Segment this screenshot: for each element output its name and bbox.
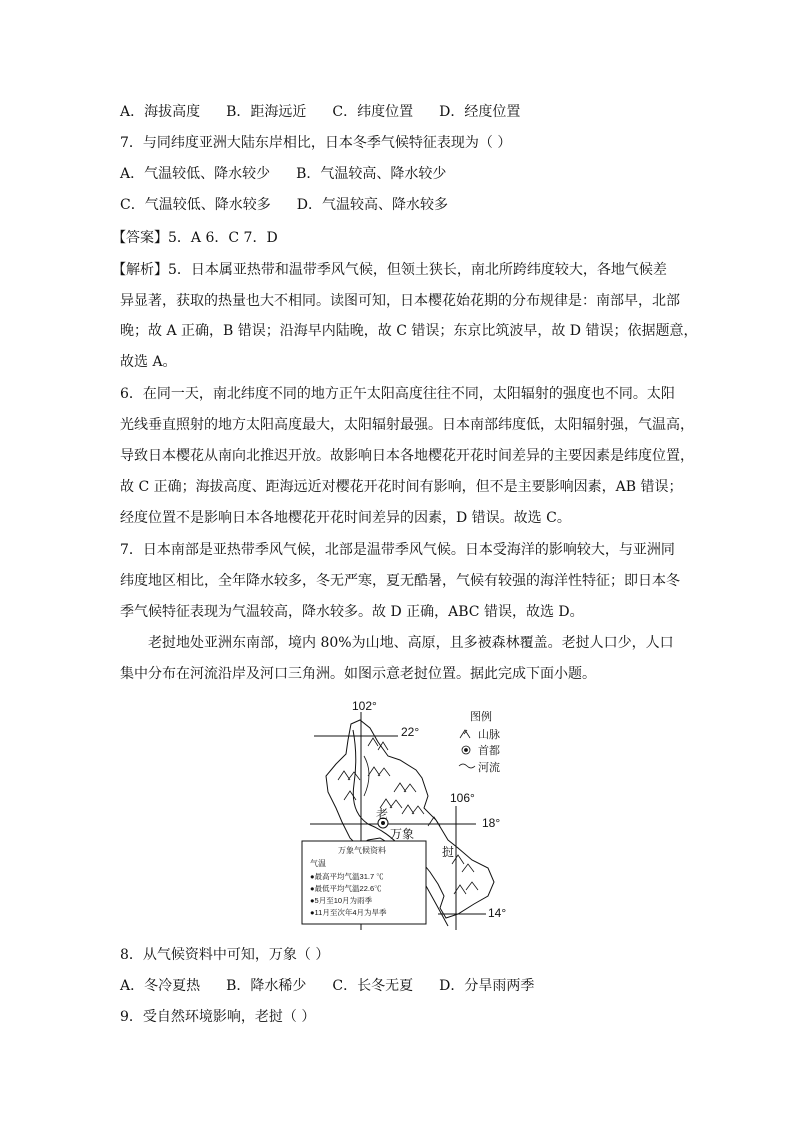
mountain-symbol — [368, 767, 390, 776]
legend-symbols — [459, 730, 475, 768]
analysis-line: 故 C 正确；海拔高度、距海远近对樱花开花时间有影响，但不是主要影响因素，AB 错误； — [120, 479, 683, 495]
q7-stem: 7．与同纬度亚洲大陆东岸相比，日本冬季气候特征表现为（ ） — [120, 135, 512, 151]
analysis-line: 【解析】5．日本属亚热带和温带季风气候，但领土狭长，南北所跨纬度较大，各地气候差 — [112, 262, 667, 278]
q6-option-a: A．海拔高度 — [120, 104, 201, 120]
climate-box-title: 万象气候资料 — [338, 846, 386, 855]
q7-option-d: D．气温较高、降水较多 — [296, 197, 448, 213]
label-lat-22: 22° — [401, 725, 420, 739]
mountain-symbol — [452, 855, 474, 872]
mountain-symbol — [368, 738, 388, 750]
q9-stem: 9．受自然环境影响，老挝（ ） — [120, 1009, 316, 1025]
label-lat-14: 14° — [488, 906, 507, 920]
legend-mountain-icon — [460, 730, 470, 738]
analysis-line: 光线垂直照射的地方太阳高度最大，太阳辐射最强。日本南部纬度低，太阳辐射强，气温高， — [120, 417, 694, 433]
analysis-line: 纬度地区相比，全年降水较多，冬无严寒，夏无酷暑，气候有较强的海洋性特征；即日本冬 — [120, 573, 680, 589]
climate-item: ●11月至次年4月为旱季 — [310, 908, 387, 917]
label-lon-106: 106° — [450, 791, 475, 805]
climate-box-subtitle: 气温 — [310, 859, 326, 868]
q7-options-ab — [120, 164, 472, 184]
analysis-line: 故选 A。 — [120, 354, 177, 370]
q6-option-d: D．经度位置 — [439, 104, 521, 120]
q8-stem: 8．从气候资料中可知，万象（ ） — [120, 947, 330, 963]
material-paragraph: 集中分布在河流沿岸及河口三角洲。如图示意老挝位置。据此完成下面小题。 — [120, 666, 596, 682]
mountain-symbol — [402, 805, 424, 814]
analysis-line: 7．日本南部是亚热带季风气候，北部是温带季风气候。日本受海洋的影响较大，与亚洲同 — [120, 542, 675, 558]
answer-line: 【答案】5．A 6．C 7．D — [112, 230, 278, 246]
climate-item: ●最低平均气温22.6℃ — [310, 884, 382, 893]
laos-location-map — [298, 696, 510, 930]
legend-river-label: 河流 — [478, 762, 500, 774]
analysis-line: 季气候特征表现为气温较高，降水较多。故 D 正确，ABC 错误，故选 D。 — [120, 604, 584, 620]
capital-icon-dot — [381, 821, 385, 825]
analysis-line: 6．在同一天，南北纬度不同的地方正午太阳高度往往不同，太阳辐射的强度也不同。太阳 — [120, 386, 675, 402]
climate-item: ●5月至10月为雨季 — [310, 896, 373, 905]
mountain-symbol — [454, 882, 478, 894]
legend-capital-label: 首都 — [478, 745, 500, 757]
analysis-line: 经度位置不是影响日本各地樱花开花时间差异的因素，D 错误。故选 C。 — [120, 510, 571, 526]
analysis-line: 晚；故 A 正确，B 错误；沿海早内陆晚，故 C 错误；东京比筑波早，故 D 错误；依据题意， — [120, 323, 698, 339]
q6-option-c: C．纬度位置 — [332, 104, 414, 120]
q6-options — [120, 102, 546, 122]
analysis-line: 异显著，获取的热量也大不相同。读图可知，日本樱花始花期的分布规律是：南部早，北部 — [120, 293, 680, 309]
q7-option-a: A．气温较低、降水较少 — [120, 166, 271, 182]
q8-options — [120, 976, 560, 996]
label-country-1: 老 — [376, 807, 389, 821]
q8-option-d: D．分旱雨两季 — [439, 978, 535, 994]
vientiane-climate-box — [302, 841, 426, 924]
legend-capital-icon-dot — [465, 749, 468, 752]
mountain-symbol — [394, 783, 416, 792]
legend-mountain-label: 山脉 — [478, 729, 500, 741]
q7-options-cd — [120, 195, 474, 215]
mountain-symbol — [338, 771, 360, 780]
analysis-line: 导致日本樱花从南向北推迟开放。故影响日本各地樱花开花时间差异的主要因素是纬度位置， — [120, 448, 694, 464]
q8-option-b: B．降水稀少 — [226, 978, 307, 994]
climate-item: ●最高平均气温31.7 ℃ — [310, 872, 384, 881]
material-paragraph: 老挝地处亚洲东南部，境内 80%为山地、高原，且多被森林覆盖。老挝人口少，人口 — [148, 635, 674, 651]
label-lon-102: 102° — [352, 699, 377, 713]
label-capital: 万象 — [390, 827, 415, 841]
q8-option-c: C．长冬无夏 — [332, 978, 414, 994]
q6-option-b: B．距海远近 — [226, 104, 307, 120]
q7-option-b: B．气温较高、降水较少 — [296, 166, 447, 182]
q7-option-c: C．气温较低、降水较多 — [120, 197, 271, 213]
label-country-2: 挝 — [442, 845, 455, 859]
label-lat-18: 18° — [482, 816, 501, 830]
legend-title: 图例 — [470, 711, 492, 723]
legend-river-icon — [459, 764, 475, 768]
q8-option-a: A．冬冷夏热 — [120, 978, 201, 994]
mountain-symbol — [344, 791, 356, 800]
